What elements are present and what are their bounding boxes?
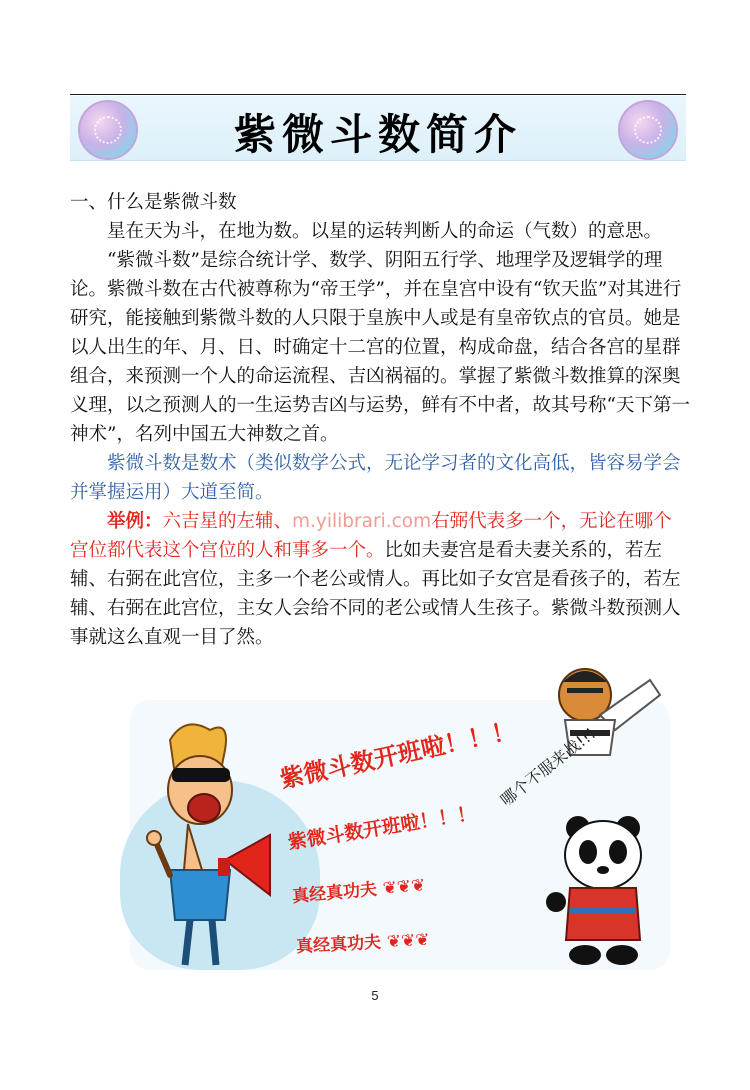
article-body (70, 188, 690, 652)
section-heading: 一、什么是紫微斗数 (70, 192, 237, 213)
kungfu-panda-figure (540, 810, 660, 970)
example-text-red-b: 右弼代表多一个，无论在哪个宫位都代表这个宫位的人和事多一个。 (70, 511, 672, 561)
slogan-open-class-2: 紫微斗数开班啦！！！ (286, 802, 478, 854)
header-rule (70, 94, 686, 95)
example-text-red-a: 六吉星的左辅、 (162, 511, 293, 532)
example-text-rest: 比如夫妻宫是看夫妻关系的，若左辅、右弼在此宫位，主多一个老公或情人。再比如子女宫是看孩子的，若左辅、右弼在此宫位，主女人会给不同的老公或情人生孩子。紫微斗数预测人事就这么直观一目了然。 (70, 540, 681, 648)
paragraph-definition: 星在天为斗，在地为数。以星的运转判断人的命运（气数）的意思。 (107, 221, 663, 242)
watermark-text: m.yilibrari.com (292, 511, 432, 532)
paragraph-example (70, 507, 690, 652)
page-number: 5 (371, 988, 379, 1003)
cartoon-illustration (120, 660, 680, 970)
yin-yang-emblem-icon (618, 100, 678, 160)
slogan-true-kungfu-2: 真经真功夫 ❦❦❦ (295, 930, 431, 957)
page-title: 紫微斗数简介 (233, 110, 522, 159)
paragraph-simplicity: 紫微斗数是数术（类似数学公式，无论学习者的文化高低，皆容易学会并掌握运用）大道至简。 (70, 453, 681, 503)
title-banner (70, 96, 686, 161)
panda-speech-text: 哪个不服来战!!! (496, 723, 600, 810)
example-label: 举例： (107, 511, 163, 532)
paragraph-history: “紫微斗数”是综合统计学、数学、阴阳五行学、地理学及逻辑学的理论。紫微斗数在古代被尊称为“帝王学”，并在皇宫中设有“钦天监”对其进行研究，能接触到紫微斗数的人只限于皇族中人或是有皇帝钦点的官员。她是以人出生的年、月、日、时确定十二宫的位置，构成命盘，结合各宫的星群组合，来预测一个人的命运流程、吉凶祸福的。掌握了紫微斗数推算的深奥义理，以之预测人的一生运势吉凶与运势，鲜有不中者，故其号称“天下第一神术”，名列中国五大神数之首。 (70, 250, 690, 445)
shouting-man-figure (130, 720, 280, 970)
slogan-open-class-1: 紫微斗数开班啦！！！ (277, 716, 519, 794)
slogan-true-kungfu-1: 真经真功夫 ❦❦❦ (291, 875, 427, 907)
